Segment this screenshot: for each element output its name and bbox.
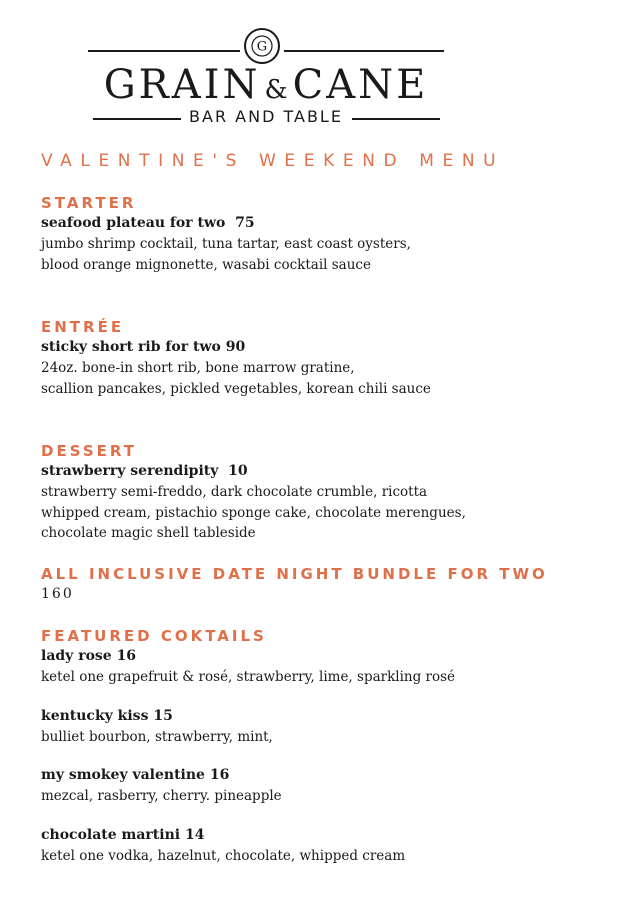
bundle-heading: ALL INCLUSIVE DATE NIGHT BUNDLE FOR TWO	[41, 565, 548, 583]
menu-title: VALENTINE'S WEEKEND MENU	[41, 151, 505, 171]
logo-bottom-line-right	[352, 118, 440, 120]
starter-section	[41, 193, 601, 275]
restaurant-logo	[88, 28, 444, 130]
bundle-price: 160	[41, 586, 74, 602]
dessert-desc-line-3: chocolate magic shell tableside	[41, 525, 256, 541]
entree-desc-line-2: scallion pancakes, pickled vegetables, korean chili sauce	[41, 380, 431, 397]
logo-ampersand: &	[264, 75, 289, 105]
cocktail-title: chocolate martini 14	[41, 826, 205, 843]
starter-desc-line-2: blood orange mignonette, wasabi cocktail sauce	[41, 256, 371, 273]
gc-monogram-icon	[244, 28, 280, 64]
cocktail-title: kentucky kiss 15	[41, 707, 173, 724]
dessert-heading: DESSERT	[41, 442, 137, 460]
cocktail-item	[41, 825, 601, 867]
cocktail-desc: ketel one vodka, hazelnut, chocolate, whipped cream	[41, 847, 406, 864]
cocktail-item	[41, 765, 601, 807]
svg-text:G: G	[256, 39, 268, 55]
starter-desc-line-1: jumbo shrimp cocktail, tuna tartar, east coast oysters,	[41, 236, 411, 252]
dessert-desc-line-1: strawberry semi-freddo, dark chocolate crumble, ricotta	[41, 484, 428, 500]
cocktail-title: lady rose 16	[41, 648, 137, 664]
entree-desc-line-1: 24oz. bone-in short rib, bone marrow gratine,	[41, 360, 355, 376]
logo-subtitle: BAR AND TABLE	[189, 107, 343, 126]
cocktail-item	[41, 646, 601, 688]
cocktail-item	[41, 706, 601, 748]
entree-section	[41, 317, 601, 399]
dessert-section	[41, 441, 601, 544]
cocktails-heading: FEATURED COKTAILS	[41, 627, 267, 645]
logo-bottom-line-left	[93, 118, 181, 120]
dessert-item-title: strawberry serendipity 10	[41, 463, 248, 479]
starter-heading: STARTER	[41, 194, 137, 212]
cocktails-section	[41, 626, 601, 866]
logo-name-left: GRAIN	[103, 62, 261, 108]
cocktail-title: my smokey valentine 16	[41, 767, 230, 783]
cocktail-desc: mezcal, rasberry, cherry. pineapple	[41, 788, 282, 804]
entree-item-title: sticky short rib for two 90	[41, 339, 246, 355]
starter-item-title: seafood plateau for two 75	[41, 215, 255, 231]
dessert-desc-line-2: whipped cream, pistachio sponge cake, chocolate merengues,	[41, 504, 466, 521]
logo-name-right: CANE	[292, 62, 429, 108]
cocktail-desc: bulliet bourbon, strawberry, mint,	[41, 728, 273, 745]
entree-heading: ENTRÉE	[41, 318, 125, 336]
logo-top-line-left	[88, 50, 240, 52]
logo-top-line-right	[284, 50, 444, 52]
bundle-section	[41, 564, 601, 604]
cocktail-desc: ketel one grapefruit & rosé, strawberry, lime, sparkling rosé	[41, 669, 456, 685]
